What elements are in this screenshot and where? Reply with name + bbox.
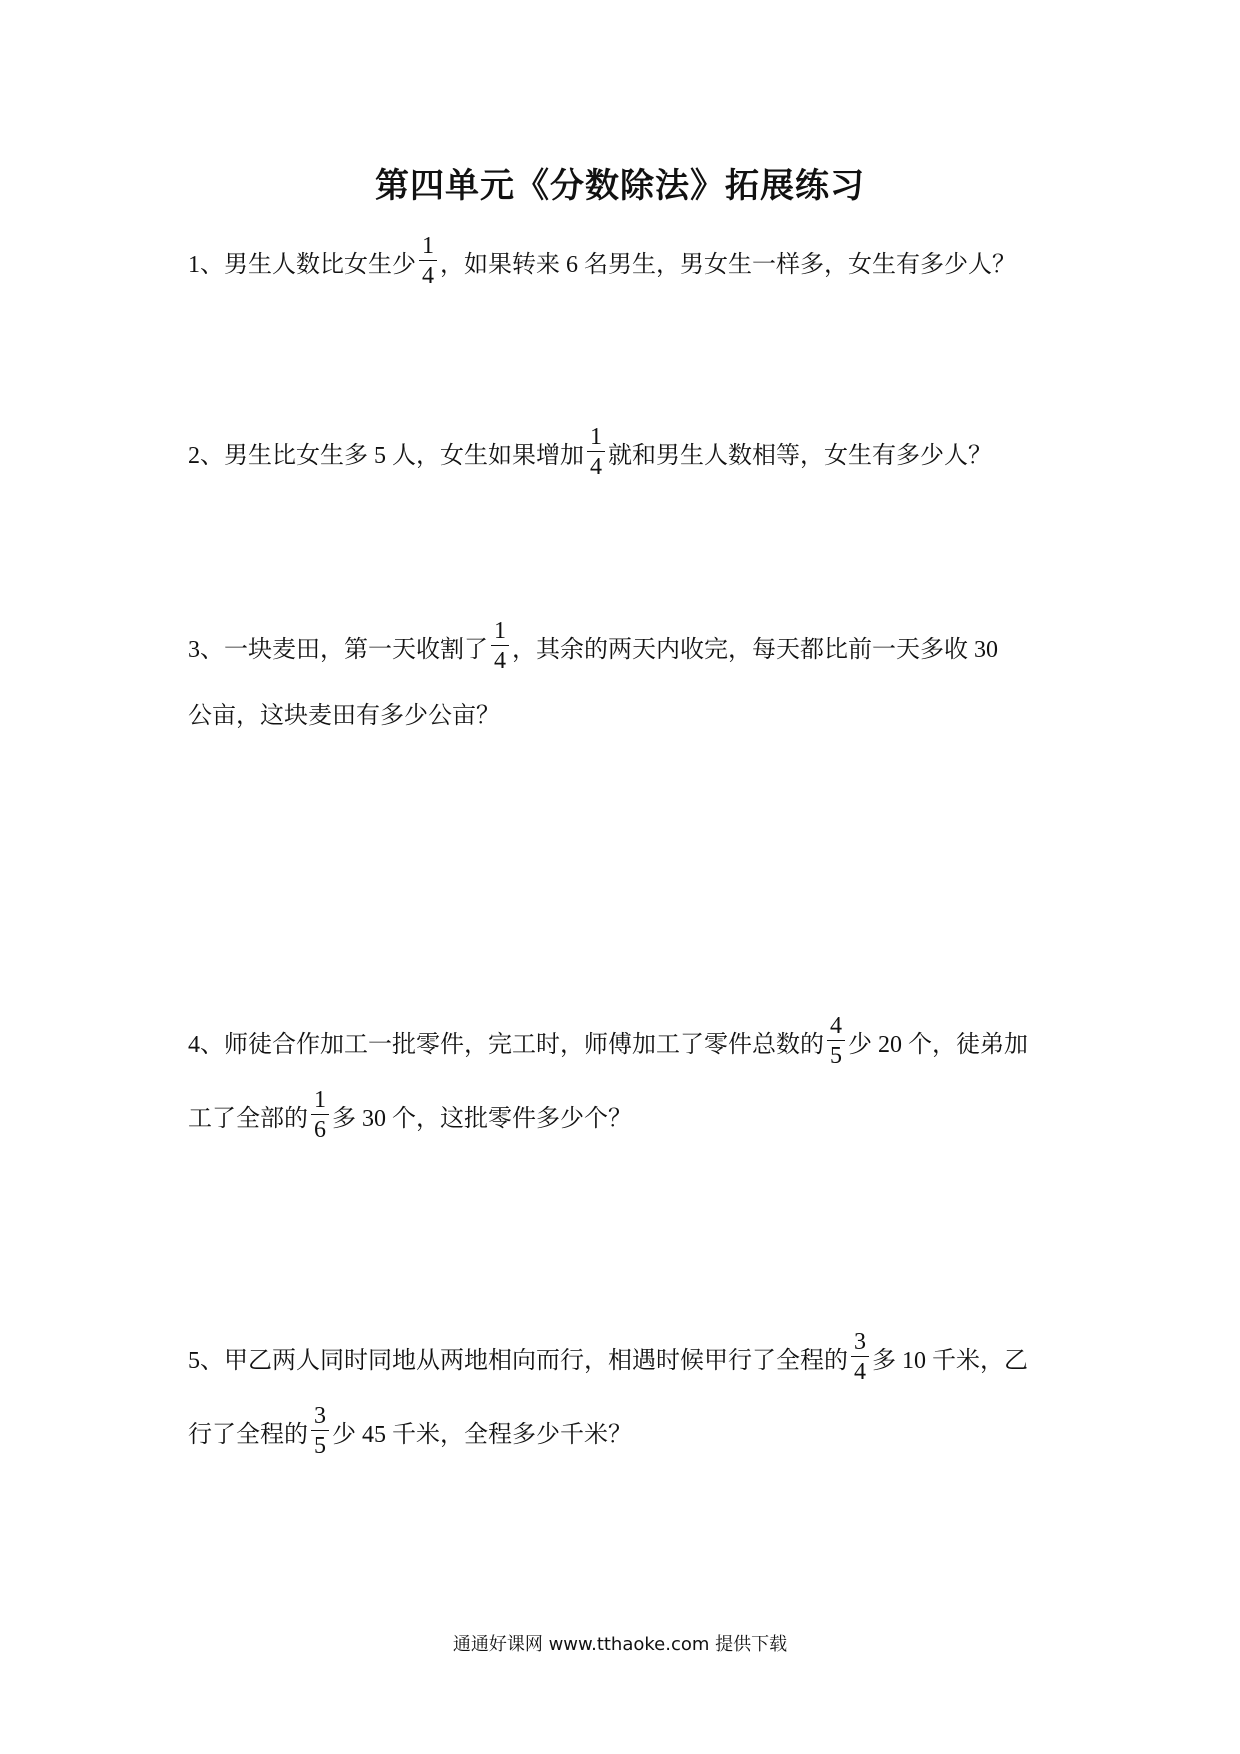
fraction-denominator: 6 [314, 1117, 326, 1143]
fraction-denominator: 5 [314, 1433, 326, 1459]
fraction-denominator: 4 [854, 1359, 866, 1385]
problem-3-text-after: ，其余的两天内收完，每天都比前一天多收 30 [512, 636, 998, 663]
fraction-one-quarter [491, 619, 509, 673]
page-footer: 通通好课网 www.tthaoke.com 提供下载 [452, 1634, 788, 1655]
fraction-three-quarters [851, 1330, 869, 1384]
problem-3 [188, 609, 1068, 749]
problem-4-line-2 [188, 1078, 1068, 1152]
problem-3-text-before: 3、一块麦田，第一天收割了 [188, 636, 488, 663]
fraction-four-fifths [827, 1014, 845, 1068]
fraction-numerator: 1 [419, 234, 437, 261]
problem-5 [188, 1320, 1068, 1468]
fraction-numerator: 1 [587, 425, 605, 452]
problem-4-text-before: 4、师徒合作加工一批零件，完工时，师傅加工了零件总数的 [188, 1031, 824, 1058]
fraction-three-fifths [311, 1404, 329, 1458]
page-title: 第四单元《分数除法》拓展练习 [375, 166, 865, 206]
problem-4-line-2-before: 工了全部的 [188, 1105, 308, 1132]
problem-5-text-before: 5、甲乙两人同时同地从两地相向而行，相遇时候甲行了全程的 [188, 1347, 848, 1374]
problem-2 [188, 415, 1068, 489]
problem-3-line-2 [188, 675, 1068, 749]
problem-4 [188, 1004, 1068, 1152]
problem-5-line-1 [188, 1320, 1068, 1394]
fraction-one-sixth [311, 1088, 329, 1142]
fraction-denominator: 4 [422, 263, 434, 289]
fraction-numerator: 4 [827, 1014, 845, 1041]
fraction-numerator: 3 [851, 1330, 869, 1357]
problem-5-line-2 [188, 1394, 1068, 1468]
problem-1-text-after: ，如果转来 6 名男生，男女生一样多，女生有多少人？ [440, 251, 1016, 278]
fraction-denominator: 4 [494, 648, 506, 674]
problem-3-text-line-2: 公亩，这块麦田有多少公亩？ [188, 702, 500, 729]
fraction-numerator: 1 [311, 1088, 329, 1115]
problem-3-line-1 [188, 609, 1068, 683]
fraction-denominator: 5 [830, 1043, 842, 1069]
fraction-one-quarter [587, 425, 605, 479]
problem-1-line-1 [188, 224, 1068, 298]
fraction-numerator: 3 [311, 1404, 329, 1431]
fraction-one-quarter [419, 234, 437, 288]
problem-5-text-after: 多 10 千米，乙 [872, 1347, 1028, 1374]
fraction-denominator: 4 [590, 454, 602, 480]
problem-2-line-1 [188, 415, 1068, 489]
problem-4-line-1 [188, 1004, 1068, 1078]
problem-5-line-2-after: 少 45 千米，全程多少千米？ [332, 1421, 632, 1448]
problem-2-text-after: 就和男生人数相等，女生有多少人？ [608, 442, 992, 469]
fraction-numerator: 1 [491, 619, 509, 646]
problem-4-text-after: 少 20 个，徒弟加 [848, 1031, 1028, 1058]
problem-5-line-2-before: 行了全程的 [188, 1421, 308, 1448]
problem-4-line-2-after: 多 30 个，这批零件多少个？ [332, 1105, 632, 1132]
problem-1 [188, 224, 1068, 298]
problem-1-text-before: 1、男生人数比女生少 [188, 251, 416, 278]
problem-2-text-before: 2、男生比女生多 5 人，女生如果增加 [188, 442, 584, 469]
